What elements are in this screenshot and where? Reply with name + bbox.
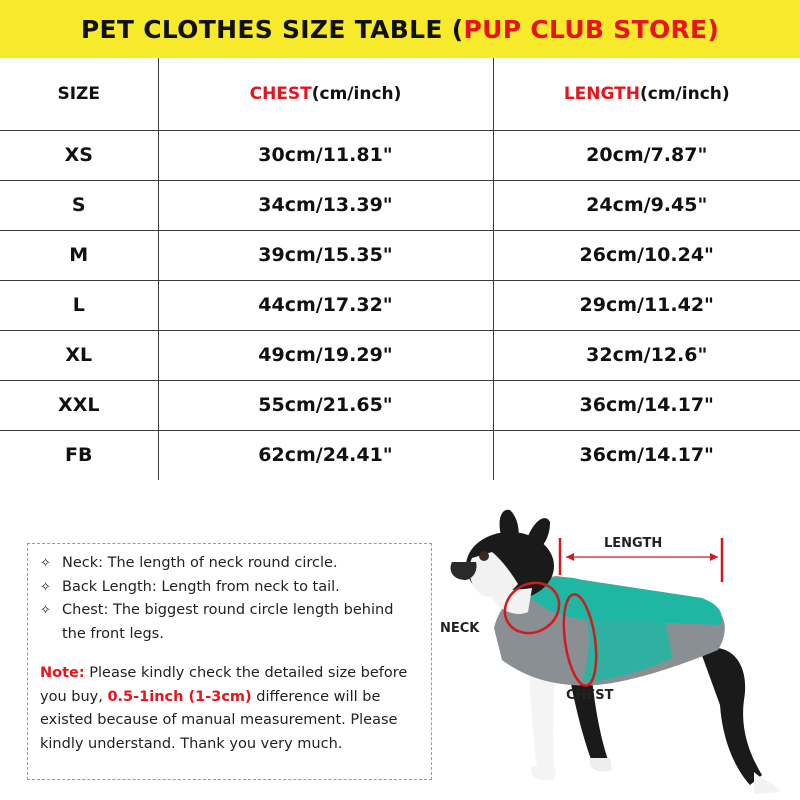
cell-chest: 62cm/24.41" <box>158 430 493 480</box>
cell-chest: 44cm/17.32" <box>158 280 493 330</box>
length-label: LENGTH <box>604 536 663 551</box>
table-row <box>0 330 800 380</box>
cell-length: 36cm/14.17" <box>493 380 800 430</box>
cell-chest: 34cm/13.39" <box>158 180 493 230</box>
table-row <box>0 180 800 230</box>
cell-length: 32cm/12.6" <box>493 330 800 380</box>
banner-store-name: PUP CLUB STORE <box>463 14 708 44</box>
note-label: Note: <box>40 665 85 681</box>
table-row <box>0 380 800 430</box>
table-row <box>0 280 800 330</box>
note-bullet-back-length <box>40 576 421 600</box>
cell-chest: 55cm/21.65" <box>158 380 493 430</box>
neck-label: NECK <box>440 621 480 636</box>
table-header-row <box>0 58 800 130</box>
cell-size: L <box>0 280 158 330</box>
header-length-word: LENGTH <box>563 83 640 104</box>
cell-length: 29cm/11.42" <box>493 280 800 330</box>
header-length-unit: (cm/inch) <box>640 83 730 104</box>
diamond-star-icon: ✧ <box>40 603 51 618</box>
note-highlight: 0.5-1inch (1-3cm) <box>107 688 252 705</box>
cell-size: XS <box>0 130 158 180</box>
size-table <box>0 58 800 480</box>
cell-size: XL <box>0 330 158 380</box>
header-size: SIZE <box>0 58 158 130</box>
cell-length: 36cm/14.17" <box>493 430 800 480</box>
cell-size: FB <box>0 430 158 480</box>
size-note <box>40 662 421 756</box>
cell-size: M <box>0 230 158 280</box>
banner-title: PET CLOTHES SIZE TABLE ( <box>80 14 464 44</box>
note-bullet-neck <box>40 552 421 576</box>
dog-hind-legs <box>700 648 780 794</box>
bullet-text: Neck: The length of neck round circle. <box>62 555 338 571</box>
cell-size: S <box>0 180 158 230</box>
chest-label: CHEST <box>566 688 614 703</box>
bullet-text: Chest: The biggest round circle length behind the front legs. <box>62 602 394 642</box>
cell-size: XXL <box>0 380 158 430</box>
header-length <box>493 58 800 130</box>
measurement-notes <box>27 543 432 780</box>
header-chest-word: CHEST <box>249 83 312 104</box>
diamond-star-icon: ✧ <box>40 579 51 595</box>
cell-chest: 39cm/15.35" <box>158 230 493 280</box>
banner-close-paren: ) <box>707 14 720 44</box>
cell-chest: 30cm/11.81" <box>158 130 493 180</box>
table-row <box>0 130 800 180</box>
note-text-1: Please kindly check the detailed size before you buy, <box>40 665 408 705</box>
cell-length: 20cm/7.87" <box>493 130 800 180</box>
bullet-text: Back Length: Length from neck to tail. <box>62 578 340 595</box>
dog-measurement-diagram <box>432 500 800 800</box>
table-row <box>0 430 800 480</box>
diamond-star-icon: ✧ <box>40 556 51 571</box>
header-chest <box>158 58 493 130</box>
table-row <box>0 230 800 280</box>
cell-length: 24cm/9.45" <box>493 180 800 230</box>
note-bullet-chest <box>40 599 421 646</box>
note-text-2: difference will be existed because of manual measurement. Please kindly understand. Thank you very much. <box>40 688 398 752</box>
cell-length: 26cm/10.24" <box>493 230 800 280</box>
banner <box>0 0 800 58</box>
cell-chest: 49cm/19.29" <box>158 330 493 380</box>
header-chest-unit: (cm/inch) <box>311 83 402 104</box>
